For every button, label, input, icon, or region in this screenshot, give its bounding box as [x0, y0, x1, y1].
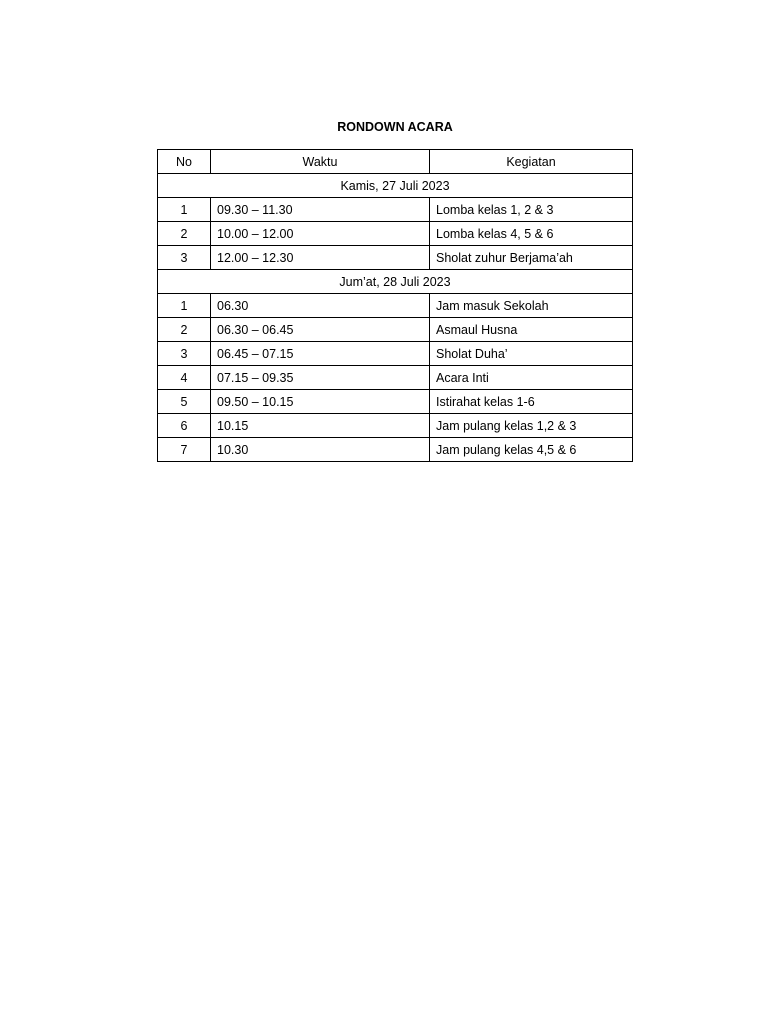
- row-activity: Lomba kelas 1, 2 & 3: [430, 198, 633, 222]
- table-row: [158, 366, 633, 390]
- row-no: 1: [158, 294, 211, 318]
- table-row: [158, 246, 633, 270]
- row-no: 1: [158, 198, 211, 222]
- row-time: 12.00 – 12.30: [211, 246, 430, 270]
- header-time: Waktu: [211, 150, 430, 174]
- row-time: 09.50 – 10.15: [211, 390, 430, 414]
- row-activity: Acara Inti: [430, 366, 633, 390]
- row-no: 4: [158, 366, 211, 390]
- table-row: [158, 198, 633, 222]
- row-activity: Jam pulang kelas 1,2 & 3: [430, 414, 633, 438]
- row-time: 10.15: [211, 414, 430, 438]
- day-header-row: [158, 270, 633, 294]
- page-title: RONDOWN ACARA: [337, 120, 453, 134]
- table-row: [158, 438, 633, 462]
- table-row: [158, 222, 633, 246]
- day-label: Jum’at, 28 Juli 2023: [158, 270, 633, 294]
- row-activity: Lomba kelas 4, 5 & 6: [430, 222, 633, 246]
- table-header-row: [158, 150, 633, 174]
- day-header-row: [158, 174, 633, 198]
- row-activity: Asmaul Husna: [430, 318, 633, 342]
- row-activity: Istirahat kelas 1-6: [430, 390, 633, 414]
- row-no: 6: [158, 414, 211, 438]
- row-no: 7: [158, 438, 211, 462]
- row-no: 2: [158, 318, 211, 342]
- row-time: 06.45 – 07.15: [211, 342, 430, 366]
- row-activity: Sholat zuhur Berjama’ah: [430, 246, 633, 270]
- row-time: 10.00 – 12.00: [211, 222, 430, 246]
- schedule-table: [157, 149, 633, 462]
- table-row: [158, 294, 633, 318]
- row-time: 07.15 – 09.35: [211, 366, 430, 390]
- row-no: 5: [158, 390, 211, 414]
- day-label: Kamis, 27 Juli 2023: [158, 174, 633, 198]
- table-row: [158, 342, 633, 366]
- row-no: 3: [158, 246, 211, 270]
- header-activity: Kegiatan: [430, 150, 633, 174]
- row-time: 09.30 – 11.30: [211, 198, 430, 222]
- row-activity: Sholat Duha’: [430, 342, 633, 366]
- header-no: No: [158, 150, 211, 174]
- row-no: 2: [158, 222, 211, 246]
- row-time: 10.30: [211, 438, 430, 462]
- row-time: 06.30: [211, 294, 430, 318]
- row-activity: Jam masuk Sekolah: [430, 294, 633, 318]
- row-time: 06.30 – 06.45: [211, 318, 430, 342]
- row-no: 3: [158, 342, 211, 366]
- table-row: [158, 414, 633, 438]
- row-activity: Jam pulang kelas 4,5 & 6: [430, 438, 633, 462]
- table-row: [158, 390, 633, 414]
- table-row: [158, 318, 633, 342]
